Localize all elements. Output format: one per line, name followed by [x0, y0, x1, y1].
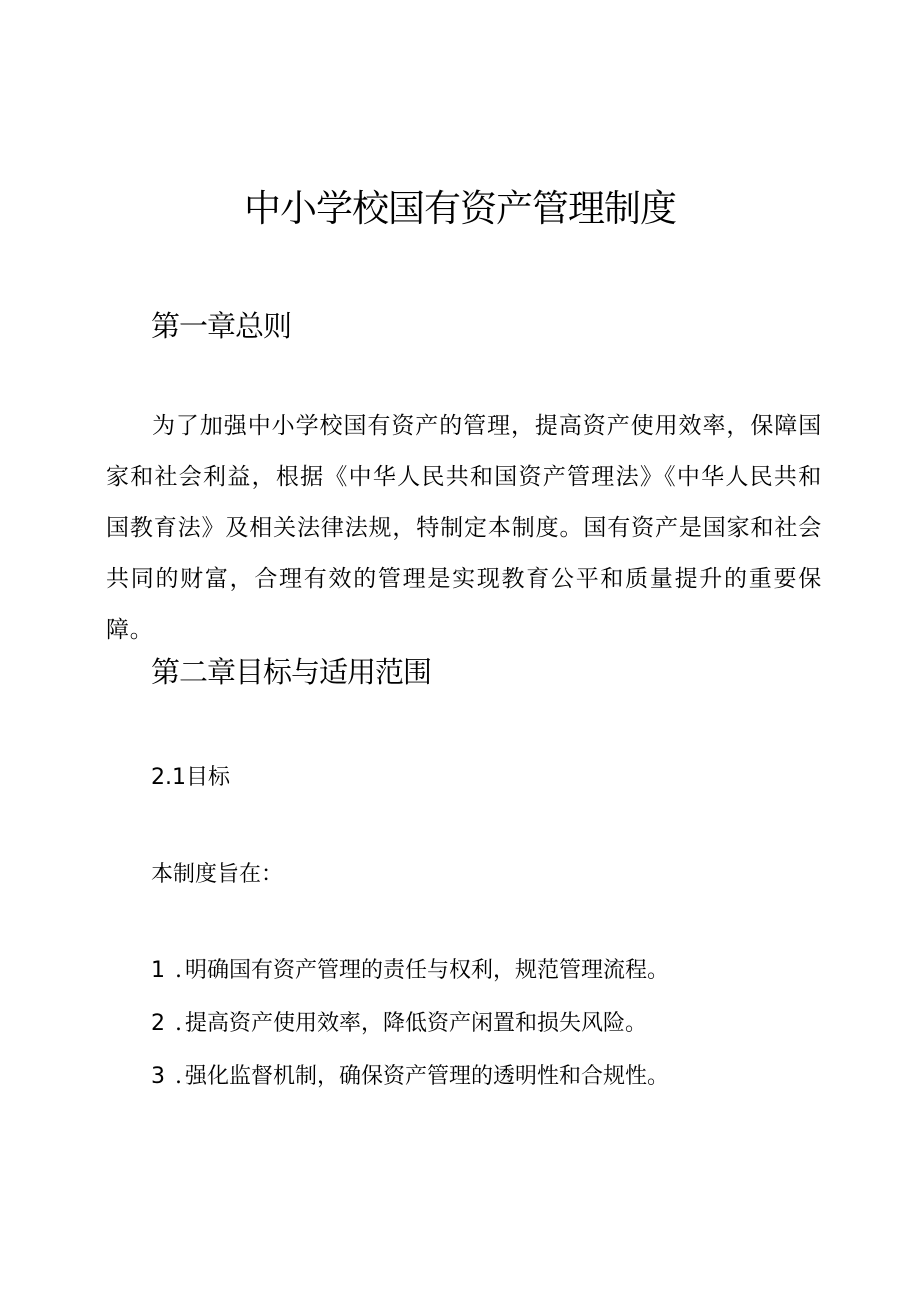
list-item [151, 1062, 669, 1104]
section-2-1-heading: 2.1目标 [151, 765, 230, 790]
list-item-number: 1 [151, 958, 165, 983]
list-item-text: 强化监督机制，确保资产管理的透明性和合规性。 [185, 1064, 670, 1089]
list-item-text: 提高资产使用效率，降低资产闲置和损失风险。 [185, 1011, 648, 1036]
list-item [151, 956, 669, 998]
list-item-dot: . [175, 958, 182, 983]
list-item-number: 2 [151, 1011, 165, 1036]
list-item-dot: . [175, 1011, 182, 1036]
list-item-number: 3 [151, 1064, 165, 1089]
goals-list [151, 956, 669, 1115]
list-item-dot: . [175, 1064, 182, 1089]
chapter-1-heading: 第一章总则 [151, 309, 292, 343]
document-title: 中小学校国有资产管理制度 [244, 187, 676, 230]
chapter-1-paragraph: 为了加强中小学校国有资产的管理，提高资产使用效率，保障国家和社会利益，根据《中华人民共和国资产管理法》《中华人民共和国教育法》及相关法律法规，特制定本制度。国有资产是国家和社会共同的财富，合理有效的管理是实现教育公平和质量提升的重要保障。 [106, 413, 822, 643]
list-item-text: 明确国有资产管理的责任与权利，规范管理流程。 [185, 958, 670, 983]
list-item [151, 1009, 669, 1051]
chapter-2-heading: 第二章目标与适用范围 [151, 655, 432, 689]
goals-intro: 本制度旨在： [151, 862, 284, 887]
